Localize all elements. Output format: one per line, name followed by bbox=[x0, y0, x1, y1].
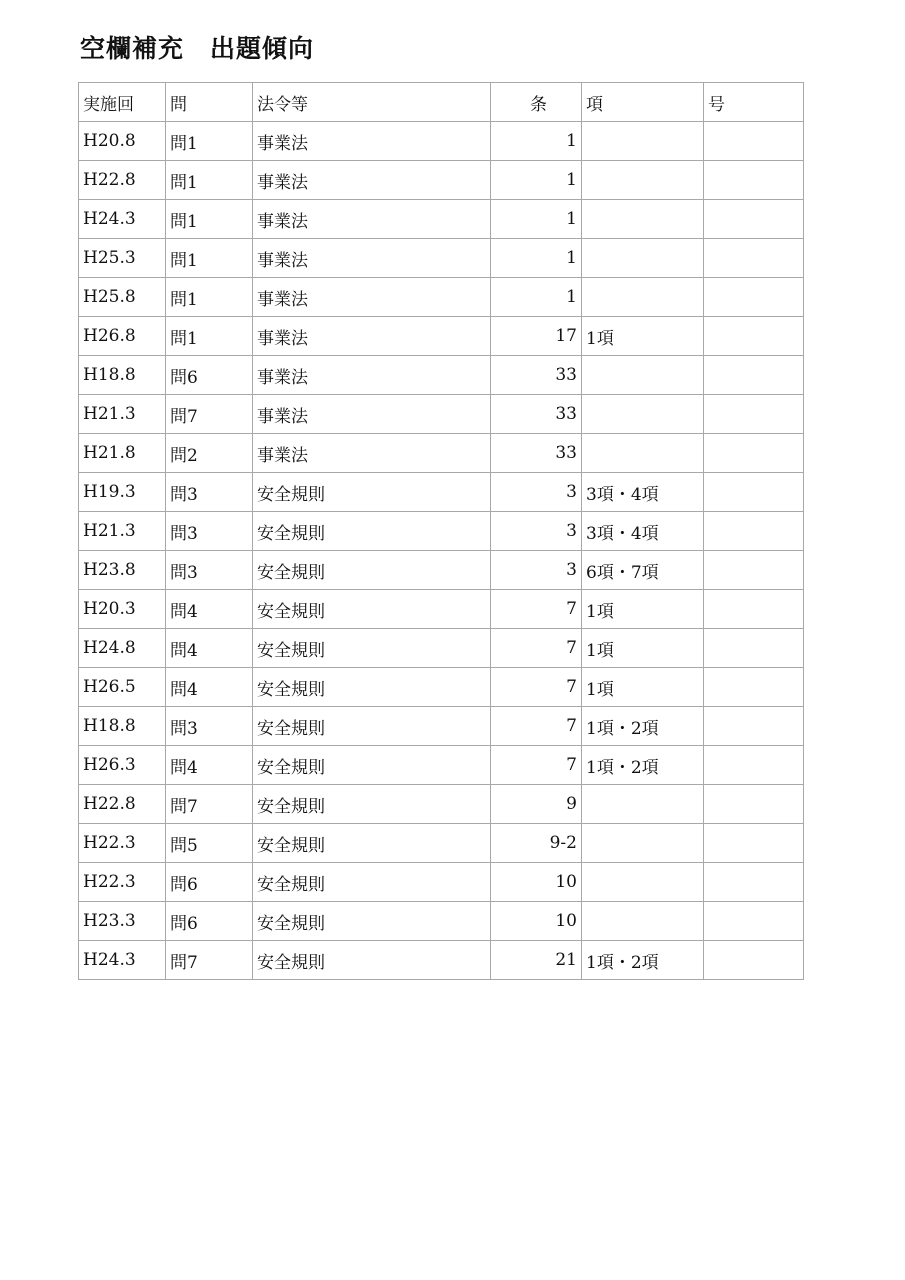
cell-question: 問4 bbox=[166, 590, 253, 629]
table-row bbox=[79, 395, 804, 434]
cell-session: H22.8 bbox=[79, 785, 166, 824]
cell-law: 安全規則 bbox=[253, 941, 491, 980]
cell-paragraph bbox=[582, 239, 704, 278]
table-row bbox=[79, 668, 804, 707]
cell-article: 7 bbox=[491, 668, 582, 707]
cell-question: 問7 bbox=[166, 395, 253, 434]
table-header bbox=[79, 83, 804, 122]
cell-article: 1 bbox=[491, 161, 582, 200]
cell-article: 3 bbox=[491, 512, 582, 551]
header-question: 問 bbox=[166, 83, 253, 122]
cell-paragraph bbox=[582, 785, 704, 824]
cell-paragraph: 1項 bbox=[582, 590, 704, 629]
cell-paragraph: 1項 bbox=[582, 629, 704, 668]
cell-law: 安全規則 bbox=[253, 512, 491, 551]
cell-article: 1 bbox=[491, 200, 582, 239]
cell-item bbox=[704, 317, 804, 356]
cell-law: 事業法 bbox=[253, 122, 491, 161]
cell-article: 1 bbox=[491, 239, 582, 278]
cell-session: H18.8 bbox=[79, 356, 166, 395]
cell-paragraph bbox=[582, 902, 704, 941]
header-paragraph: 項 bbox=[582, 83, 704, 122]
cell-item bbox=[704, 590, 804, 629]
table-row bbox=[79, 785, 804, 824]
cell-item bbox=[704, 707, 804, 746]
cell-session: H26.5 bbox=[79, 668, 166, 707]
cell-item bbox=[704, 824, 804, 863]
cell-session: H18.8 bbox=[79, 707, 166, 746]
cell-item bbox=[704, 395, 804, 434]
cell-item bbox=[704, 356, 804, 395]
cell-law: 安全規則 bbox=[253, 707, 491, 746]
table-row bbox=[79, 551, 804, 590]
table-row bbox=[79, 902, 804, 941]
cell-session: H24.3 bbox=[79, 941, 166, 980]
table-row bbox=[79, 863, 804, 902]
cell-paragraph bbox=[582, 824, 704, 863]
page-title: 空欄補充 出題傾向 bbox=[80, 34, 315, 63]
cell-paragraph bbox=[582, 278, 704, 317]
header-law: 法令等 bbox=[253, 83, 491, 122]
cell-paragraph bbox=[582, 200, 704, 239]
cell-session: H22.8 bbox=[79, 161, 166, 200]
cell-question: 問2 bbox=[166, 434, 253, 473]
cell-session: H22.3 bbox=[79, 824, 166, 863]
cell-question: 問1 bbox=[166, 278, 253, 317]
cell-item bbox=[704, 629, 804, 668]
cell-law: 事業法 bbox=[253, 200, 491, 239]
table-row bbox=[79, 590, 804, 629]
cell-question: 問1 bbox=[166, 122, 253, 161]
cell-law: 安全規則 bbox=[253, 746, 491, 785]
cell-session: H20.8 bbox=[79, 122, 166, 161]
cell-session: H24.3 bbox=[79, 200, 166, 239]
cell-item bbox=[704, 278, 804, 317]
cell-paragraph: 1項 bbox=[582, 668, 704, 707]
cell-paragraph: 3項・4項 bbox=[582, 473, 704, 512]
cell-question: 問1 bbox=[166, 239, 253, 278]
table-row bbox=[79, 512, 804, 551]
cell-law: 事業法 bbox=[253, 395, 491, 434]
table-row bbox=[79, 278, 804, 317]
cell-item bbox=[704, 785, 804, 824]
cell-question: 問5 bbox=[166, 824, 253, 863]
table-row bbox=[79, 941, 804, 980]
table-row bbox=[79, 239, 804, 278]
cell-session: H21.8 bbox=[79, 434, 166, 473]
cell-law: 安全規則 bbox=[253, 902, 491, 941]
cell-session: H19.3 bbox=[79, 473, 166, 512]
table-row bbox=[79, 707, 804, 746]
header-session: 実施回 bbox=[79, 83, 166, 122]
cell-article: 10 bbox=[491, 902, 582, 941]
cell-item bbox=[704, 161, 804, 200]
cell-session: H25.3 bbox=[79, 239, 166, 278]
header-article: 条 bbox=[491, 83, 582, 122]
cell-article: 33 bbox=[491, 434, 582, 473]
cell-session: H21.3 bbox=[79, 512, 166, 551]
cell-paragraph: 1項・2項 bbox=[582, 707, 704, 746]
cell-question: 問6 bbox=[166, 902, 253, 941]
cell-item bbox=[704, 551, 804, 590]
cell-question: 問6 bbox=[166, 863, 253, 902]
table-row bbox=[79, 161, 804, 200]
cell-question: 問1 bbox=[166, 161, 253, 200]
cell-article: 9-2 bbox=[491, 824, 582, 863]
cell-article: 7 bbox=[491, 590, 582, 629]
cell-question: 問1 bbox=[166, 317, 253, 356]
cell-session: H20.3 bbox=[79, 590, 166, 629]
cell-article: 7 bbox=[491, 746, 582, 785]
cell-article: 17 bbox=[491, 317, 582, 356]
table-row bbox=[79, 200, 804, 239]
cell-session: H26.8 bbox=[79, 317, 166, 356]
cell-question: 問3 bbox=[166, 551, 253, 590]
cell-session: H25.8 bbox=[79, 278, 166, 317]
cell-item bbox=[704, 668, 804, 707]
table-row bbox=[79, 356, 804, 395]
cell-article: 3 bbox=[491, 551, 582, 590]
cell-law: 安全規則 bbox=[253, 668, 491, 707]
cell-question: 問4 bbox=[166, 629, 253, 668]
cell-question: 問3 bbox=[166, 707, 253, 746]
cell-question: 問4 bbox=[166, 668, 253, 707]
cell-article: 33 bbox=[491, 356, 582, 395]
cell-law: 事業法 bbox=[253, 278, 491, 317]
cell-session: H21.3 bbox=[79, 395, 166, 434]
cell-article: 3 bbox=[491, 473, 582, 512]
cell-item bbox=[704, 902, 804, 941]
table-body bbox=[79, 122, 804, 980]
cell-law: 安全規則 bbox=[253, 863, 491, 902]
cell-item bbox=[704, 239, 804, 278]
cell-session: H26.3 bbox=[79, 746, 166, 785]
cell-session: H22.3 bbox=[79, 863, 166, 902]
cell-question: 問3 bbox=[166, 473, 253, 512]
cell-paragraph bbox=[582, 356, 704, 395]
table-row bbox=[79, 473, 804, 512]
table-row bbox=[79, 824, 804, 863]
cell-item bbox=[704, 122, 804, 161]
cell-paragraph: 1項 bbox=[582, 317, 704, 356]
cell-paragraph: 1項・2項 bbox=[582, 941, 704, 980]
cell-item bbox=[704, 434, 804, 473]
cell-paragraph bbox=[582, 395, 704, 434]
table-row bbox=[79, 122, 804, 161]
cell-article: 10 bbox=[491, 863, 582, 902]
cell-law: 安全規則 bbox=[253, 824, 491, 863]
table-row bbox=[79, 317, 804, 356]
cell-session: H23.8 bbox=[79, 551, 166, 590]
cell-article: 33 bbox=[491, 395, 582, 434]
cell-item bbox=[704, 512, 804, 551]
cell-session: H24.8 bbox=[79, 629, 166, 668]
header-row bbox=[79, 83, 804, 122]
cell-item bbox=[704, 746, 804, 785]
header-item: 号 bbox=[704, 83, 804, 122]
cell-article: 1 bbox=[491, 278, 582, 317]
cell-question: 問1 bbox=[166, 200, 253, 239]
table-row bbox=[79, 746, 804, 785]
cell-law: 安全規則 bbox=[253, 785, 491, 824]
cell-law: 事業法 bbox=[253, 161, 491, 200]
cell-paragraph: 1項・2項 bbox=[582, 746, 704, 785]
cell-article: 7 bbox=[491, 707, 582, 746]
cell-law: 安全規則 bbox=[253, 590, 491, 629]
cell-question: 問6 bbox=[166, 356, 253, 395]
cell-law: 安全規則 bbox=[253, 473, 491, 512]
cell-item bbox=[704, 941, 804, 980]
cell-article: 7 bbox=[491, 629, 582, 668]
cell-law: 事業法 bbox=[253, 356, 491, 395]
table-row bbox=[79, 434, 804, 473]
cell-article: 9 bbox=[491, 785, 582, 824]
cell-item bbox=[704, 863, 804, 902]
cell-paragraph bbox=[582, 863, 704, 902]
cell-paragraph bbox=[582, 122, 704, 161]
cell-question: 問3 bbox=[166, 512, 253, 551]
table-row bbox=[79, 629, 804, 668]
cell-question: 問7 bbox=[166, 785, 253, 824]
cell-paragraph bbox=[582, 161, 704, 200]
cell-article: 1 bbox=[491, 122, 582, 161]
cell-article: 21 bbox=[491, 941, 582, 980]
cell-question: 問7 bbox=[166, 941, 253, 980]
cell-paragraph: 3項・4項 bbox=[582, 512, 704, 551]
cell-session: H23.3 bbox=[79, 902, 166, 941]
cell-law: 事業法 bbox=[253, 434, 491, 473]
cell-item bbox=[704, 200, 804, 239]
cell-paragraph bbox=[582, 434, 704, 473]
cell-item bbox=[704, 473, 804, 512]
cell-law: 安全規則 bbox=[253, 551, 491, 590]
cell-law: 安全規則 bbox=[253, 629, 491, 668]
cell-law: 事業法 bbox=[253, 317, 491, 356]
cell-law: 事業法 bbox=[253, 239, 491, 278]
cell-question: 問4 bbox=[166, 746, 253, 785]
cell-paragraph: 6項・7項 bbox=[582, 551, 704, 590]
question-trend-table bbox=[78, 82, 804, 980]
